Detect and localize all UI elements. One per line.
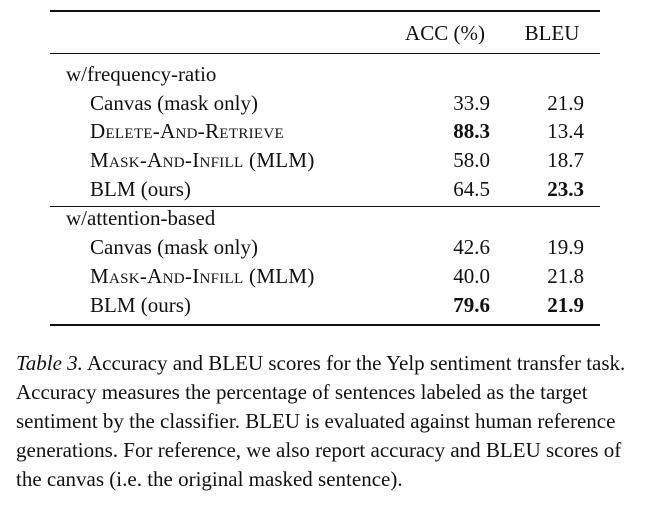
method-name: Canvas (mask only) [90, 91, 258, 115]
header-rule [50, 53, 600, 54]
bleu-value: 13.4 [547, 119, 584, 143]
table-caption [16, 349, 652, 494]
header-bleu: BLEU [524, 21, 580, 45]
group-label: w/attention-based [66, 206, 216, 230]
acc-value: 42.6 [453, 235, 490, 259]
bleu-value-best: 21.9 [547, 293, 584, 317]
bleu-value: 21.9 [547, 91, 584, 115]
bottom-rule [50, 324, 600, 326]
method-name: Delete-And-Retrieve [90, 119, 284, 143]
header-acc: ACC (%) [405, 21, 485, 45]
bleu-value: 21.8 [547, 264, 584, 288]
method-name: Mask-And-Infill (MLM) [90, 148, 315, 172]
method-name: Canvas (mask only) [90, 235, 258, 259]
acc-value: 64.5 [453, 177, 490, 201]
group-label: w/frequency-ratio [66, 62, 217, 86]
method-name: BLM (ours) [90, 177, 191, 201]
bleu-value-best: 23.3 [547, 177, 584, 201]
caption-text: Accuracy and BLEU scores for the Yelp sentiment transfer task. Accuracy measures the percentage of sentences labeled as the target sentiment by the classifier. BLEU is evaluated against human reference generations. For reference, we also report accuracy and BLEU scores of the canvas (i.e. the original masked sentence). [16, 351, 626, 491]
acc-value: 40.0 [453, 264, 490, 288]
bleu-value: 19.9 [547, 235, 584, 259]
caption-label: Table 3. [16, 351, 83, 375]
acc-value: 33.9 [453, 91, 490, 115]
acc-value: 58.0 [453, 148, 490, 172]
method-name: Mask-And-Infill (MLM) [90, 264, 315, 288]
bleu-value: 18.7 [547, 148, 584, 172]
method-name: BLM (ours) [90, 293, 191, 317]
acc-value-best: 88.3 [453, 119, 490, 143]
acc-value-best: 79.6 [453, 293, 490, 317]
top-rule [50, 10, 600, 12]
